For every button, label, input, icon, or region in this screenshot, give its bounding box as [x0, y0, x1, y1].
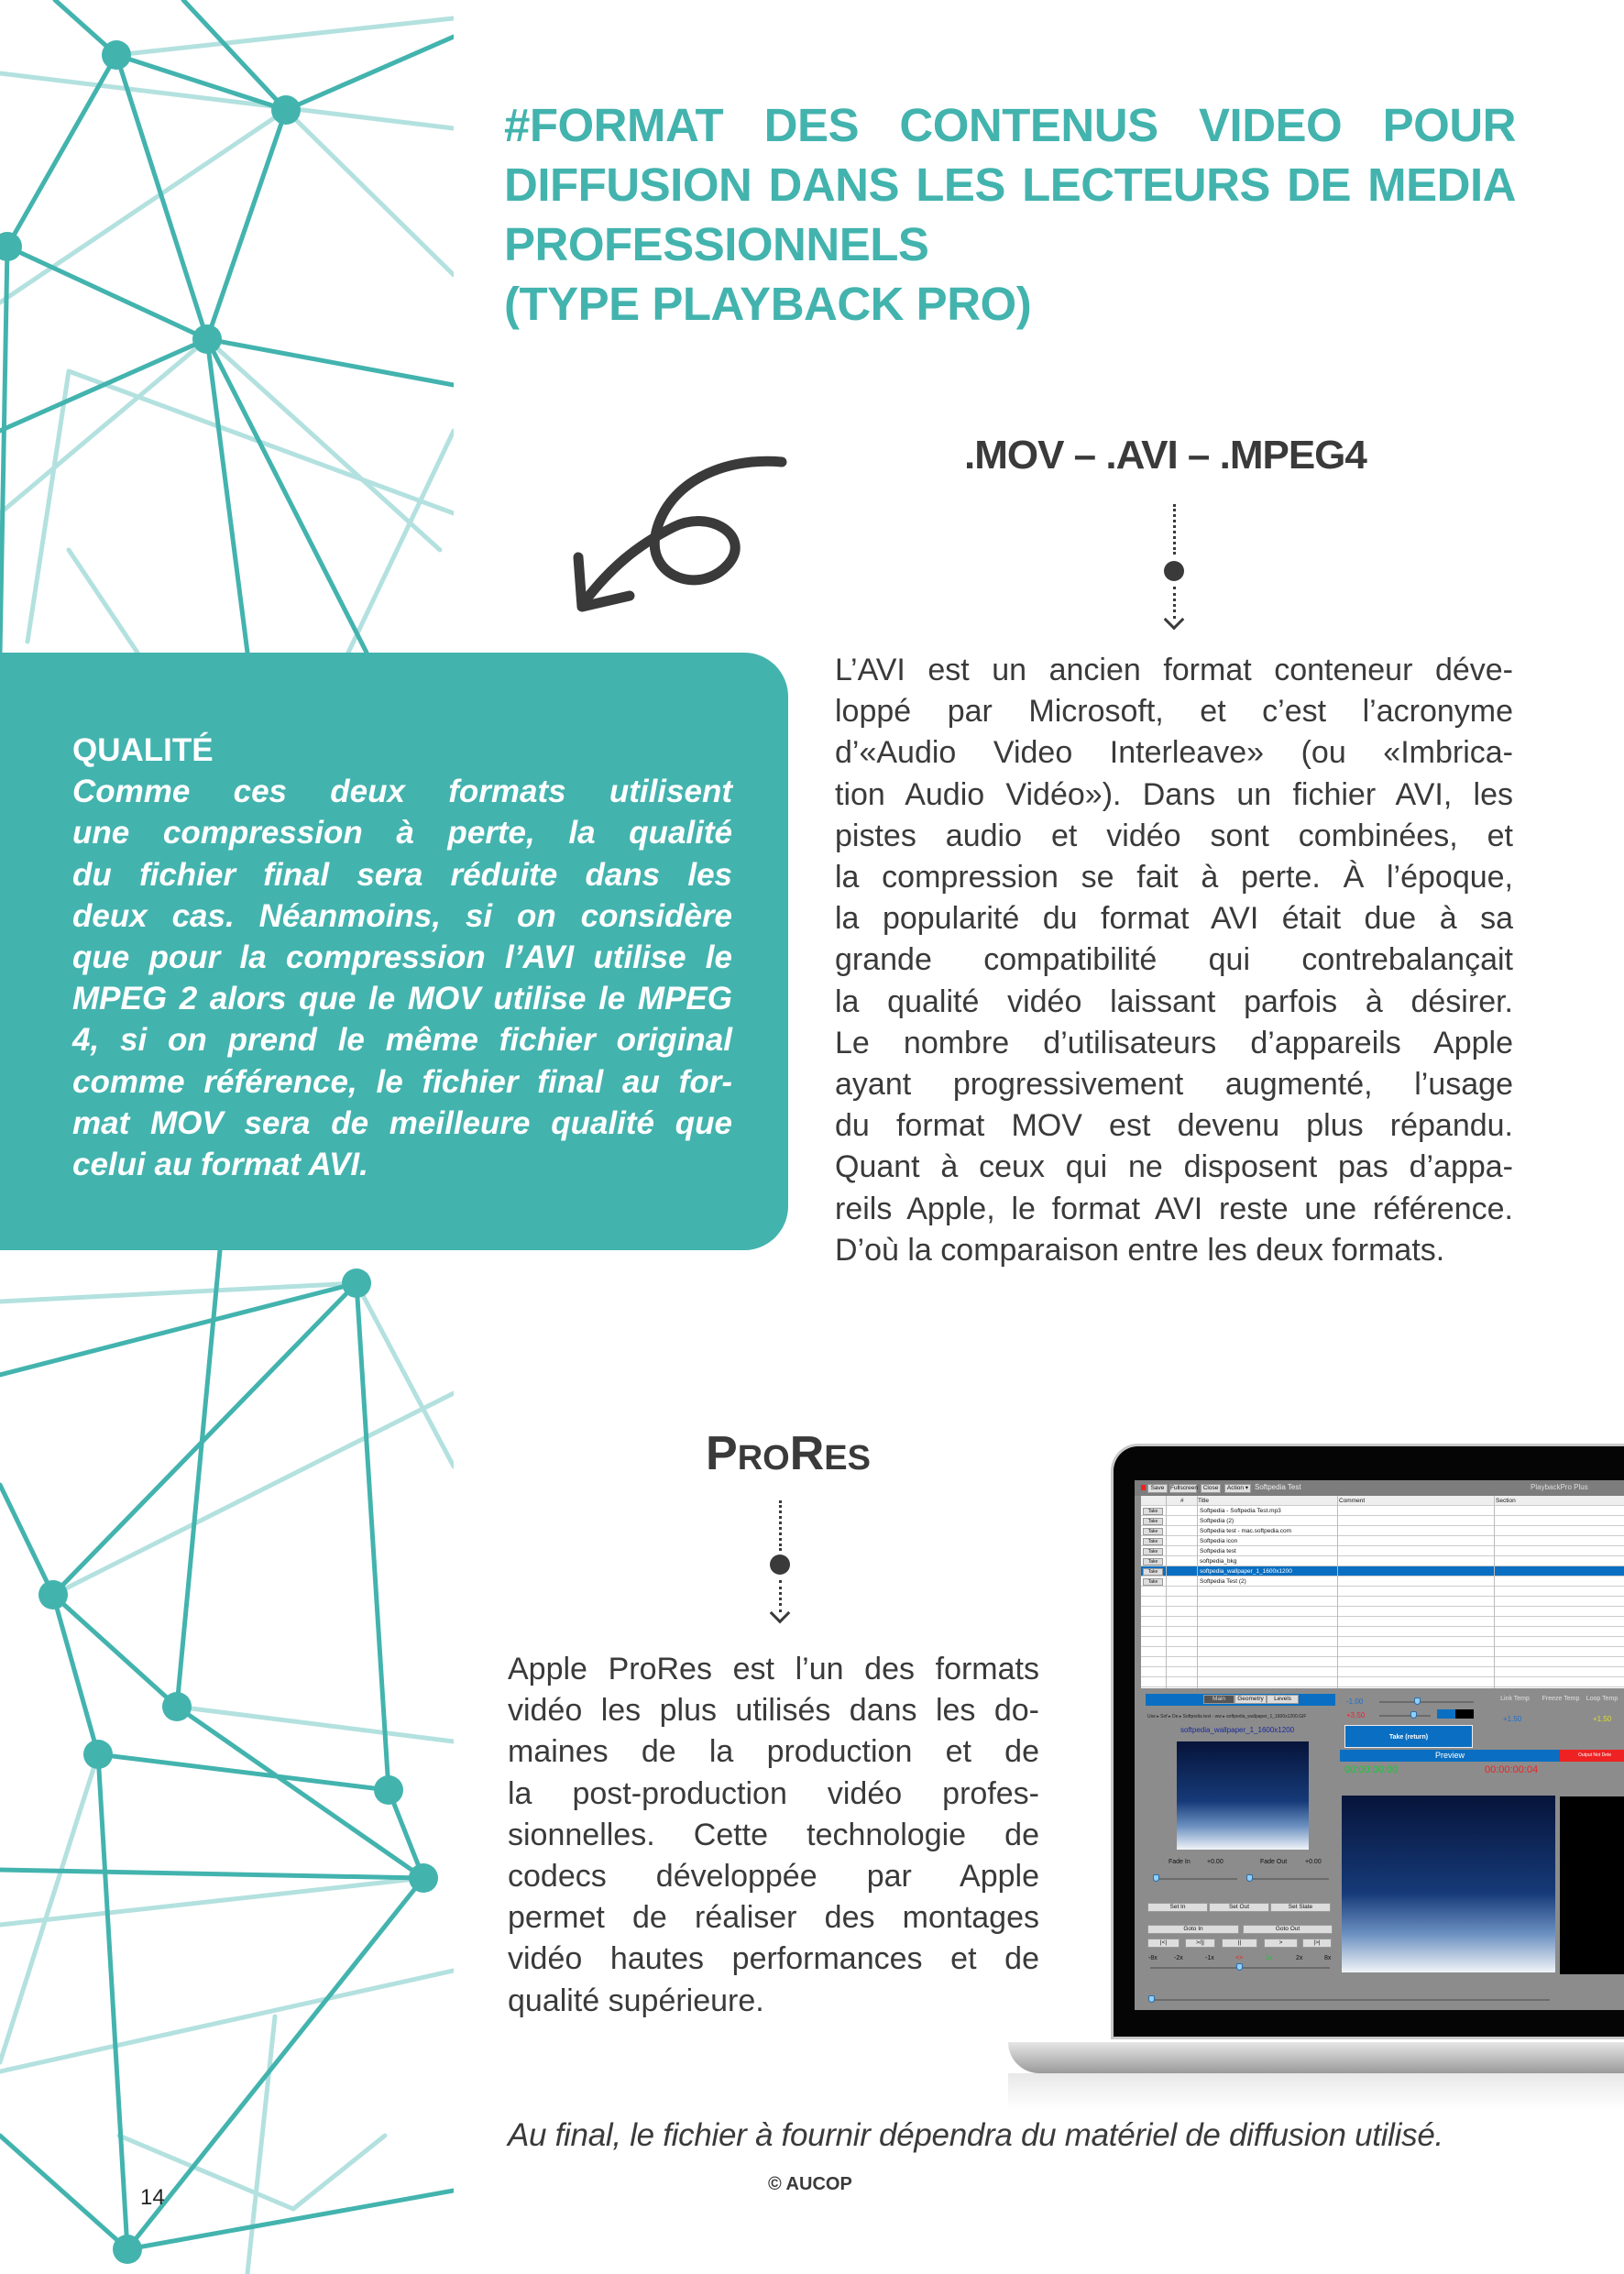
empty-row: [1141, 1657, 1624, 1667]
slider-knob[interactable]: [1246, 1874, 1253, 1882]
empty-row: [1141, 1647, 1624, 1657]
slider-knob[interactable]: [1414, 1697, 1421, 1705]
text-line: une compression à perte, la qualité: [72, 815, 732, 851]
column-header: #: [1180, 1498, 1184, 1504]
transport-button[interactable]: >/||: [1185, 1939, 1215, 1948]
row-title: Softpedia icon: [1200, 1538, 1238, 1544]
text-line: ayant progressivement augmenté, l’usage: [835, 1067, 1513, 1103]
column-header: Comment: [1339, 1498, 1366, 1504]
link-temp-button[interactable]: Link Temp: [1500, 1696, 1530, 1702]
column-header: Title: [1198, 1498, 1210, 1504]
text-line: du format MOV est devenu plus répandu.: [835, 1108, 1513, 1144]
speed-label: 1x: [1266, 1955, 1273, 1961]
table-row[interactable]: [1141, 1566, 1624, 1576]
title-line: PROFESSIONNELS: [504, 218, 929, 270]
heading-part: RO: [737, 1439, 790, 1478]
laptop-shadow: [1008, 2073, 1624, 2110]
text-line: deux cas. Néanmoins, si on considère: [72, 897, 732, 934]
table-row[interactable]: [1141, 1526, 1624, 1536]
title-line: DIFFUSION DANS LES LECTEURS DE MEDIA: [504, 159, 1516, 211]
table-row[interactable]: [1141, 1556, 1624, 1566]
title-line: (TYPE PLAYBACK PRO): [504, 278, 1032, 330]
table-row[interactable]: [1141, 1546, 1624, 1556]
speed-label: -8x: [1148, 1955, 1158, 1961]
playbackpro-screenshot: [1135, 1480, 1624, 2010]
app-name: PlaybackPro Plus: [1531, 1483, 1588, 1491]
row-title: Softpedia Test (2): [1200, 1578, 1246, 1585]
text-line: loppé par Microsoft, et c’est l’acronyme: [835, 694, 1513, 730]
timecode-in: 00:00:00:00: [1344, 1764, 1399, 1775]
save-button[interactable]: Save: [1147, 1484, 1168, 1493]
loop-temp-button[interactable]: Loop Temp: [1586, 1696, 1619, 1702]
prores-paragraph: [508, 1649, 1039, 2022]
page-number: 14: [140, 2185, 165, 2210]
transport-button[interactable]: >: [1264, 1939, 1298, 1948]
empty-row: [1141, 1667, 1624, 1677]
row-title: Softpedia test - mac.softpedia.com: [1200, 1528, 1292, 1534]
text-line: vidéo les plus utilisés dans les do-: [508, 1693, 1039, 1729]
slider-knob[interactable]: [1410, 1711, 1417, 1719]
prores-heading: [706, 1426, 871, 1481]
tab-geometry[interactable]: Geometry: [1234, 1695, 1267, 1704]
text-line: reils Apple, le format AVI reste une référence.: [835, 1191, 1513, 1226]
text-line: permet de réaliser des montages: [508, 1900, 1039, 1936]
tab-main[interactable]: Main: [1203, 1695, 1234, 1704]
row-title: Softpedia - Softpedia Test.mp3: [1200, 1508, 1281, 1514]
take-return-button[interactable]: Take (return): [1344, 1725, 1473, 1748]
row-title: softpedia_bkg: [1200, 1558, 1237, 1565]
column-header: Section: [1496, 1498, 1516, 1504]
empty-row: [1141, 1597, 1624, 1607]
goto-out-button[interactable]: Goto Out: [1243, 1925, 1333, 1934]
table-row[interactable]: [1141, 1536, 1624, 1546]
temp-value: +1.50: [1503, 1715, 1522, 1723]
text-line: la popularité du format AVI était due à sa: [835, 901, 1513, 937]
heading-part: R: [789, 1427, 825, 1480]
speed-label: <>: [1235, 1955, 1244, 1961]
preview-image: [1342, 1796, 1555, 1972]
empty-row: [1141, 1677, 1624, 1687]
text-line: codecs développée par Apple: [508, 1859, 1039, 1895]
text-line: vidéo hautes performances et de: [508, 1941, 1039, 1977]
text-line: MPEG 2 alors que le MOV utilise le MPEG: [72, 981, 732, 1017]
page-title: [504, 95, 1516, 334]
close-button[interactable]: Close: [1201, 1484, 1221, 1493]
empty-row: [1141, 1607, 1624, 1617]
output-status: Output Not Dete: [1560, 1750, 1624, 1762]
dotted-connector: [779, 1500, 782, 1551]
file-path: Use ▸ Sof ▸ De ▸ Softpedia test - ww ▸ softpedia_wallpaper_1_1600x1200.GIF: [1147, 1714, 1307, 1719]
table-header: [1141, 1496, 1624, 1506]
take-button[interactable]: Take: [1143, 1568, 1163, 1576]
preview-bar: Preview: [1340, 1750, 1560, 1762]
action-dropdown[interactable]: Action ▾: [1224, 1484, 1251, 1493]
text-line: du fichier final sera réduite dans les: [72, 856, 732, 893]
text-line: la qualité vidéo laissant parfois à désirer.: [835, 983, 1513, 1019]
take-button[interactable]: Take: [1143, 1518, 1163, 1525]
text-line: 4, si on prend le même fichier original: [72, 1022, 732, 1059]
value-plus: +3.50: [1346, 1711, 1366, 1719]
text-line: qualité supérieure.: [508, 1983, 764, 2018]
goto-in-button[interactable]: Goto In: [1147, 1925, 1239, 1934]
bullet-dot: [770, 1554, 790, 1575]
empty-row: [1141, 1587, 1624, 1597]
empty-row: [1141, 1617, 1624, 1627]
level-slider[interactable]: [1379, 1701, 1474, 1703]
row-title: softpedia_wallpaper_1_1600x1200: [1200, 1568, 1292, 1575]
value-minus: -1.00: [1346, 1697, 1364, 1706]
speed-label: -2x: [1174, 1955, 1183, 1961]
dotted-connector: [1173, 504, 1176, 555]
take-button[interactable]: Take: [1143, 1538, 1163, 1545]
fade-in-value: +0.00: [1207, 1859, 1223, 1865]
final-note: Au final, le fichier à fournir dépendra du matériel de diffusion utilisé.: [508, 2117, 1443, 2153]
record-icon: [1141, 1485, 1146, 1490]
text-line: d’«Audio Video Interleave» (ou «Imbrica-: [835, 735, 1513, 771]
fade-in-label: Fade In: [1169, 1859, 1191, 1865]
take-button[interactable]: Take: [1143, 1528, 1163, 1535]
table-row[interactable]: [1141, 1576, 1624, 1587]
text-line: comme référence, le fichier final au for-: [72, 1063, 732, 1100]
heading-part: ES: [824, 1439, 871, 1478]
text-line: sionnelles. Cette technologie de: [508, 1817, 1039, 1852]
temp-value: +1.50: [1593, 1715, 1612, 1723]
heading-part: P: [706, 1427, 738, 1480]
playlist-table: [1141, 1496, 1624, 1688]
timeline-slider[interactable]: [1150, 1999, 1550, 2001]
avi-paragraph: [835, 650, 1513, 1271]
curved-arrow-icon: [564, 449, 793, 619]
fade-in-slider[interactable]: [1155, 1878, 1237, 1880]
laptop-base: [1008, 2042, 1624, 2073]
transport-button[interactable]: |<|: [1147, 1939, 1180, 1948]
row-title: Softpedia (2): [1200, 1518, 1234, 1524]
text-line: L’AVI est un ancien format conteneur déve-: [835, 653, 1513, 687]
output-monitor: [1560, 1796, 1624, 1974]
text-line: la post-production vidéo profes-: [508, 1775, 1039, 1811]
fade-out-slider[interactable]: [1248, 1878, 1329, 1880]
row-title: Softpedia test: [1200, 1548, 1236, 1554]
text-line: Quant à ceux qui ne disposent pas d’appa-: [835, 1149, 1513, 1185]
quality-text: [72, 730, 732, 1185]
toolbar: [1135, 1480, 1624, 1496]
timecode-out: 00:00:00:04: [1485, 1764, 1539, 1775]
text-line: celui au format AVI.: [72, 1147, 368, 1183]
speed-label: -1x: [1205, 1955, 1214, 1961]
set-slate-button[interactable]: Set Slate: [1270, 1903, 1331, 1912]
fade-out-label: Fade Out: [1260, 1859, 1288, 1865]
text-line: Apple ProRes est l’un des formats: [508, 1652, 1039, 1686]
set-out-button[interactable]: Set Out: [1209, 1903, 1269, 1912]
take-button[interactable]: Take: [1143, 1508, 1163, 1515]
freeze-temp-button[interactable]: Freeze Temp: [1542, 1696, 1580, 1702]
speed-label: 8x: [1324, 1955, 1332, 1961]
playhead-knob[interactable]: [1148, 1995, 1155, 2003]
bullet-dot: [1164, 561, 1184, 581]
document-title: Softpedia Test: [1255, 1483, 1301, 1491]
copyright: © AUCOP: [768, 2174, 852, 2194]
transport-button[interactable]: |>|: [1302, 1939, 1332, 1948]
slider-knob[interactable]: [1236, 1963, 1243, 1971]
tab-levels[interactable]: Levels: [1267, 1695, 1299, 1704]
fade-out-value: +0.00: [1305, 1859, 1322, 1865]
slider-knob[interactable]: [1153, 1874, 1159, 1882]
text-line: Le nombre d’utilisateurs d’appareils Apple: [835, 1025, 1513, 1060]
formats-heading: .MOV – .AVI – .MPEG4: [964, 433, 1366, 478]
text-line: maines de la production et de: [508, 1734, 1039, 1770]
transport-button[interactable]: ||: [1222, 1939, 1257, 1948]
take-button[interactable]: Take: [1143, 1558, 1163, 1565]
empty-row: [1141, 1627, 1624, 1637]
set-in-button[interactable]: Set In: [1147, 1903, 1208, 1912]
text-line: D’où la comparaison entre les deux formats.: [835, 1232, 1445, 1268]
text-line: mat MOV sera de meilleure qualité que: [72, 1104, 732, 1141]
empty-row: [1141, 1637, 1624, 1647]
text-line: Comme ces deux formats utilisent: [72, 774, 732, 810]
clip-name: softpedia_wallpaper_1_1600x1200: [1180, 1726, 1295, 1734]
clip-thumbnail: [1177, 1741, 1309, 1850]
take-button[interactable]: Take: [1143, 1578, 1163, 1586]
level-slider[interactable]: [1379, 1715, 1431, 1717]
text-line: tion Audio Vidéo»). Dans un fichier AVI, les: [835, 776, 1513, 812]
text-line: que pour la compression l’AVI utilise le: [72, 939, 732, 976]
text-line: grande compatibilité qui contrebalançait: [835, 942, 1513, 978]
text-line: pistes audio et vidéo sont combinées, et: [835, 818, 1513, 853]
speed-label: 2x: [1296, 1955, 1303, 1961]
table-row[interactable]: [1141, 1506, 1624, 1516]
title-line: #FORMAT DES CONTENUS VIDEO POUR: [504, 99, 1516, 151]
take-button[interactable]: Take: [1143, 1548, 1163, 1555]
quality-heading: QUALITÉ: [72, 732, 214, 768]
table-row[interactable]: [1141, 1516, 1624, 1526]
fullscreen-button[interactable]: Fullscreen: [1170, 1485, 1198, 1491]
text-line: la compression se fait à perte. À l’époque,: [835, 860, 1513, 895]
